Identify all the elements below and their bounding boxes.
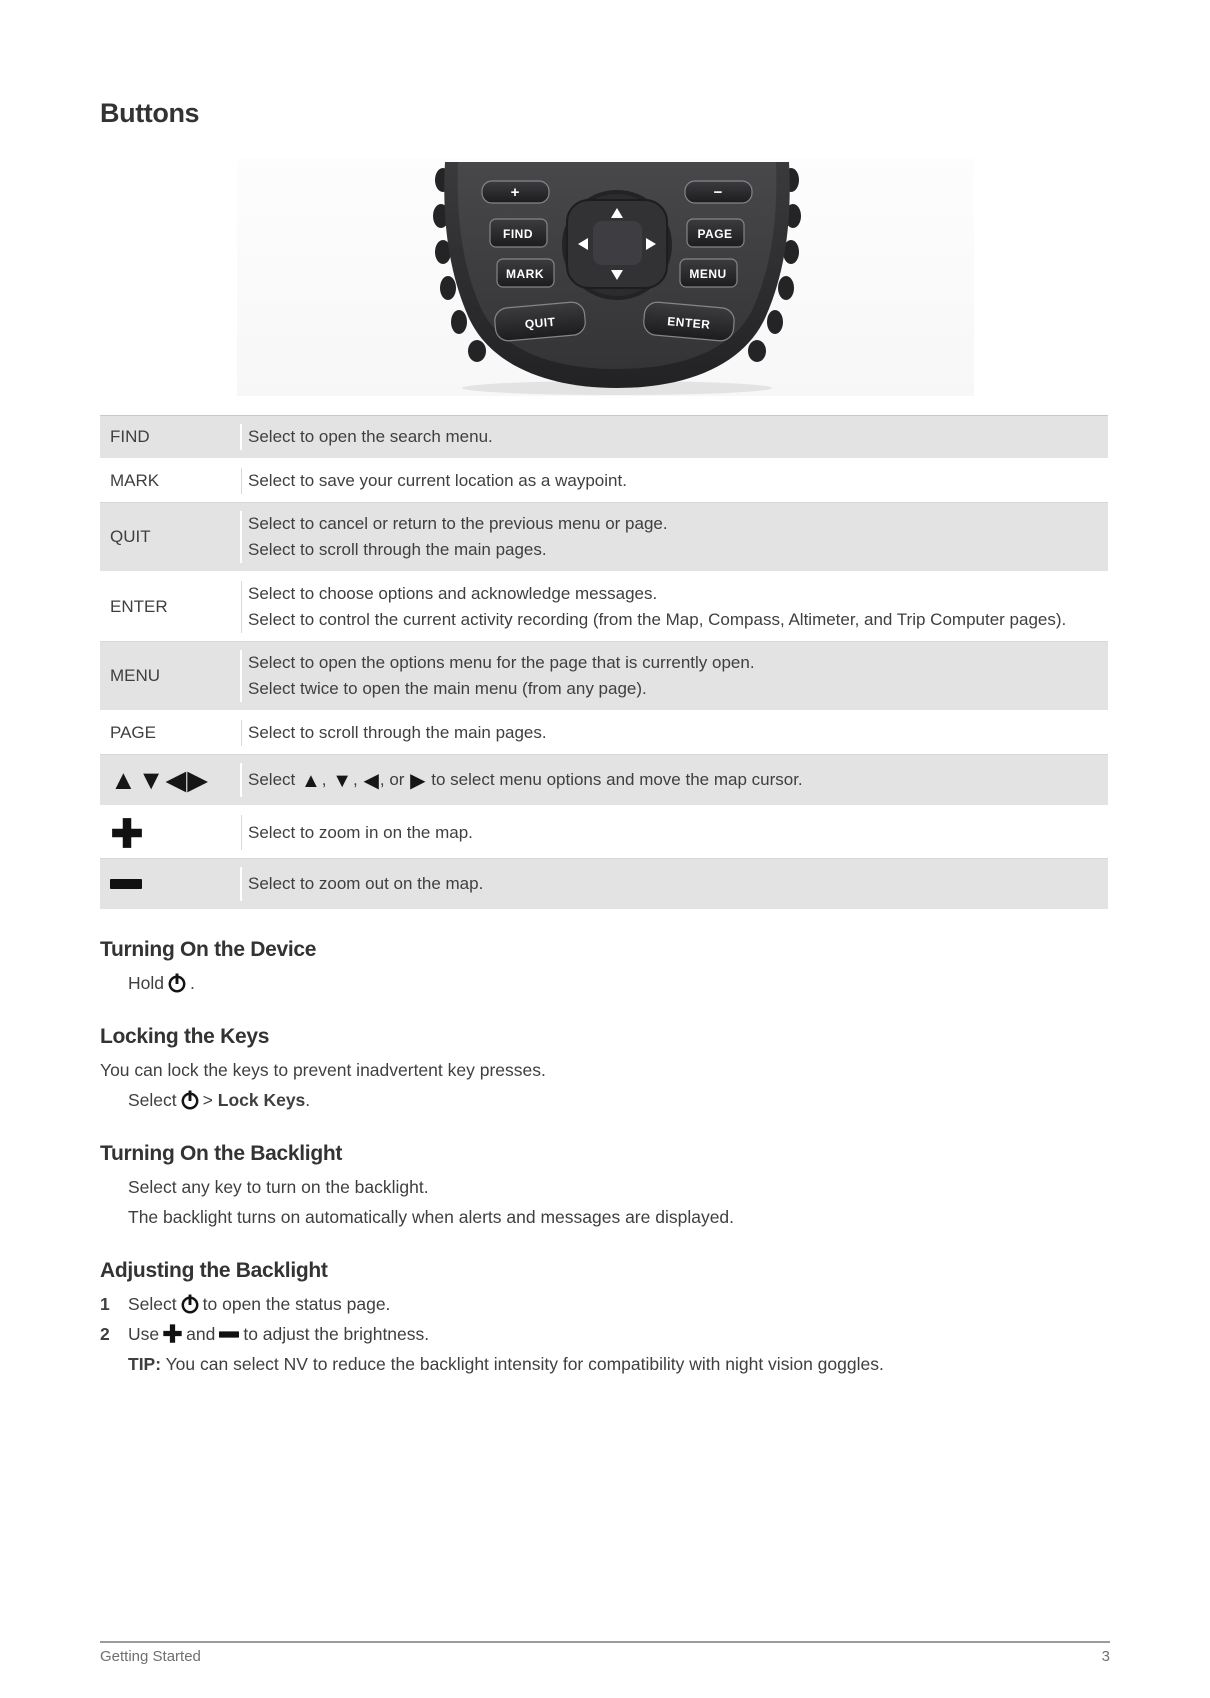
table-row-zoom-in: [100, 807, 1108, 859]
page-title: Buttons: [100, 98, 200, 128]
key-name: FIND: [100, 424, 242, 450]
key-description: Select twice to open the main menu (from any page).: [248, 679, 647, 698]
step-2: 2 Use and to adjust the brightness.: [100, 1319, 1110, 1349]
key-name: PAGE: [100, 720, 242, 746]
backlight-note: The backlight turns on automatically when alerts and messages are displayed.: [128, 1207, 735, 1227]
device-photo: [237, 158, 974, 396]
table-row-quit: [100, 503, 1108, 573]
footer-section-name: Getting Started: [100, 1648, 201, 1665]
quit-key: [493, 301, 586, 342]
table-row-arrow-keys: [100, 755, 1108, 807]
key-description: Select to scroll through the main pages.: [248, 723, 547, 742]
find-key: [490, 219, 547, 247]
svg-text:+: +: [510, 184, 519, 201]
zoom-out-key-icon: [110, 879, 142, 889]
section-title-turning-on-device: Turning On the Device: [100, 938, 317, 961]
menu-path-bold: Lock Keys: [217, 1090, 306, 1110]
step-number: 2: [100, 1324, 110, 1344]
lock-keys-instruction: Select > Lock Keys.: [128, 1090, 311, 1110]
table-row-enter: [100, 573, 1108, 642]
key-description: Select to open the options menu for the page that is currently open.: [248, 653, 755, 672]
key-name: MENU: [100, 650, 242, 702]
section-title-adjusting-backlight: Adjusting the Backlight: [100, 1259, 328, 1282]
page-key: [687, 219, 744, 247]
section-title-locking-keys: Locking the Keys: [100, 1025, 270, 1048]
svg-text:ENTER: ENTER: [666, 314, 711, 332]
key-name: QUIT: [100, 511, 242, 563]
mark-key: [497, 259, 554, 287]
plus-key: [482, 181, 549, 203]
zoom-in-key-icon: [162, 1323, 183, 1344]
enter-key: [642, 301, 735, 342]
device-keypad-illustration: [237, 158, 974, 396]
key-description: Select to open the search menu.: [248, 427, 493, 446]
key-name: MARK: [100, 468, 242, 494]
key-description: Select ▲, ▼, ◀, or ▶ to select menu options and move the map cursor.: [248, 770, 803, 792]
backlight-instruction: Select any key to turn on the backlight.: [128, 1177, 429, 1197]
footer-page-number: 3: [1101, 1648, 1110, 1665]
menu-key: [680, 259, 737, 287]
svg-text:FIND: FIND: [502, 227, 533, 241]
section-title-turning-on-backlight: Turning On the Backlight: [100, 1142, 343, 1165]
key-description: Select to save your current location as a waypoint.: [248, 471, 627, 490]
svg-text:PAGE: PAGE: [696, 227, 733, 241]
table-row-page: [100, 712, 1108, 755]
manual-page: [0, 98, 1210, 1698]
key-description: Select to control the current activity recording (from the Map, Compass, Altimeter, and Trip Computer pages).: [248, 610, 1067, 629]
key-description: Select to scroll through the main pages.: [248, 540, 547, 559]
power-icon: [168, 972, 186, 993]
svg-text:−: −: [713, 184, 722, 201]
table-row-find: [100, 416, 1108, 460]
power-icon: [181, 1089, 199, 1110]
zoom-out-key-icon: [219, 1331, 239, 1338]
key-description: Select to zoom in on the map.: [248, 822, 473, 842]
key-name: ENTER: [100, 581, 242, 633]
table-row-zoom-out: [100, 859, 1108, 911]
svg-text:QUIT: QUIT: [523, 314, 556, 332]
hold-power-instruction: Hold .: [128, 973, 195, 993]
step-1: 1 Select to open the status page.: [100, 1289, 1110, 1319]
tip-label: TIP:: [128, 1354, 162, 1374]
tip-line: TIP: You can select NV to reduce the backlight intensity for compatibility with night vision goggles.: [128, 1354, 884, 1374]
svg-text:MARK: MARK: [505, 267, 544, 281]
lock-keys-intro: You can lock the keys to prevent inadvertent key presses.: [100, 1060, 546, 1080]
power-icon: [181, 1293, 199, 1314]
page-footer: [100, 1641, 1110, 1665]
key-description: Select to zoom out on the map.: [248, 874, 484, 893]
minus-key: [685, 181, 752, 203]
buttons-table: [100, 415, 1108, 911]
zoom-in-key-icon: [110, 816, 144, 850]
key-description: Select to choose options and acknowledge messages.: [248, 584, 658, 603]
table-row-menu: [100, 642, 1108, 712]
dpad: [562, 190, 672, 300]
key-description: Select to cancel or return to the previous menu or page.: [248, 514, 668, 533]
step-number: 1: [100, 1294, 110, 1314]
arrow-keys-icon: ▲▼◀▶: [110, 765, 209, 795]
table-row-mark: [100, 460, 1108, 503]
svg-text:MENU: MENU: [688, 267, 727, 281]
